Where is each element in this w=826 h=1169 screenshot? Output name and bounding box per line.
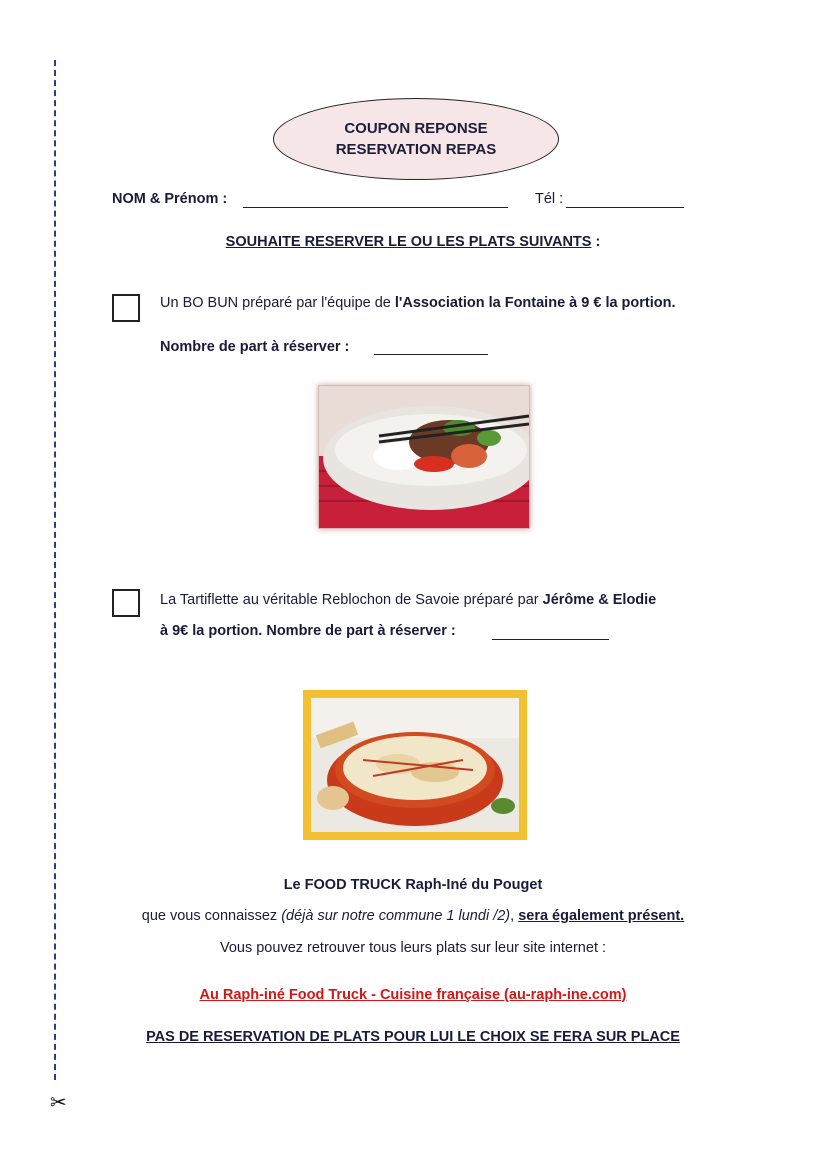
foodtruck-line2 bbox=[0, 908, 826, 924]
dish1-parts-label: Nombre de part à réserver : bbox=[160, 339, 350, 355]
foodtruck-line3: Vous pouvez retrouver tous leurs plats sur leur site internet : bbox=[219, 940, 607, 956]
name-field[interactable] bbox=[243, 195, 508, 208]
foodtruck-line2-sep: , bbox=[510, 908, 519, 924]
dish2-checkbox[interactable] bbox=[112, 589, 140, 617]
foodtruck-link[interactable]: Au Raph-iné Food Truck - Cuisine française (au-raph-ine.com) bbox=[199, 987, 627, 1003]
name-row bbox=[112, 191, 227, 207]
section-heading: SOUHAITE RESERVER LE OU LES PLATS SUIVANTS bbox=[225, 234, 592, 250]
cut-line bbox=[54, 60, 56, 1080]
section-heading-colon: : bbox=[591, 234, 601, 250]
name-label: NOM & Prénom : bbox=[112, 191, 228, 207]
coupon-title-oval bbox=[273, 98, 559, 180]
dish2-description bbox=[160, 592, 656, 608]
foodtruck-line2-italic: (déjà sur notre commune 1 lundi /2) bbox=[281, 908, 511, 924]
phone-label: Tél : bbox=[535, 191, 564, 207]
coupon-title-line1: COUPON REPONSE bbox=[344, 120, 488, 137]
dish2-text-bold: Jérôme & Elodie bbox=[542, 592, 657, 608]
foodtruck-line2-text: que vous connaissez bbox=[141, 908, 282, 924]
dish1-text-bold: l'Association la Fontaine à 9 € la portion. bbox=[394, 295, 676, 311]
foodtruck-link-row bbox=[0, 987, 826, 1003]
dish1-text: Un BO BUN préparé par l'équipe de bbox=[160, 295, 395, 311]
phone-field[interactable] bbox=[566, 195, 684, 208]
dish2-text: La Tartiflette au véritable Reblochon de Savoie préparé par bbox=[160, 592, 543, 608]
bo-bun-bowl-photo bbox=[318, 385, 530, 529]
dish1-checkbox[interactable] bbox=[112, 294, 140, 322]
dish1-description bbox=[160, 295, 676, 311]
coupon-title-line2: RESERVATION REPAS bbox=[335, 141, 497, 158]
foodtruck-title: Le FOOD TRUCK Raph-Iné du Pouget bbox=[283, 877, 543, 893]
dish2-parts-label: à 9€ la portion. Nombre de part à réserver : bbox=[160, 623, 456, 639]
foodtruck-notice: PAS DE RESERVATION DE PLATS POUR LUI LE CHOIX SE FERA SUR PLACE bbox=[146, 1029, 680, 1045]
tartiflette-dish-photo bbox=[303, 690, 527, 840]
foodtruck-line2-bold: sera également présent. bbox=[518, 908, 685, 924]
foodtruck-notice-row bbox=[0, 1029, 826, 1045]
scissors-icon: ✂ bbox=[50, 1090, 67, 1114]
section-heading-row bbox=[0, 234, 826, 250]
dish1-parts-field[interactable] bbox=[374, 342, 488, 355]
dish2-parts-field[interactable] bbox=[492, 627, 609, 640]
